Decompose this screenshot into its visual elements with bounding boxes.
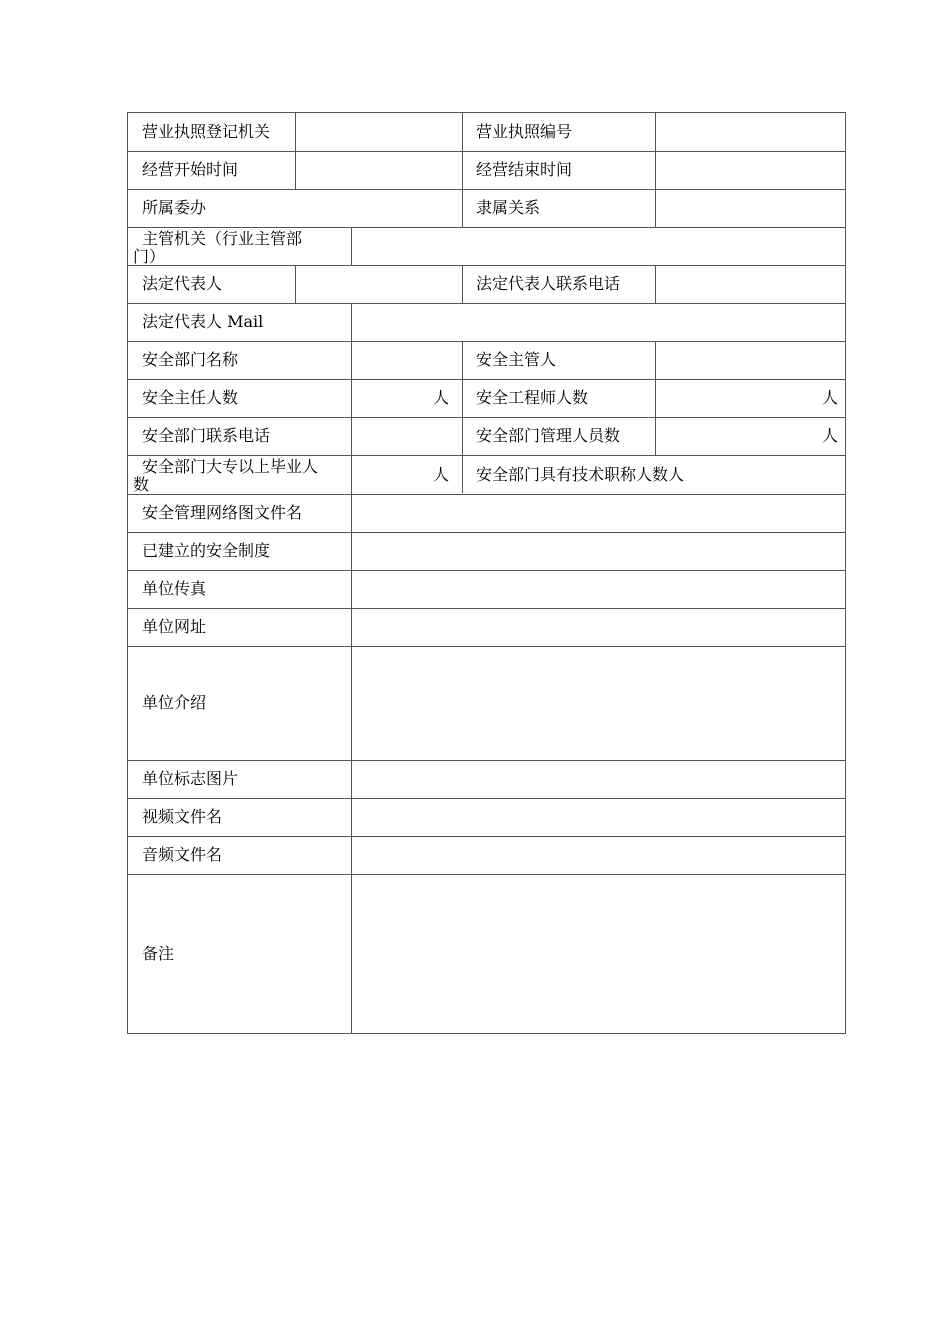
audio-field[interactable] bbox=[352, 836, 845, 874]
college-grad-count-label bbox=[133, 458, 351, 494]
supervisor-field[interactable] bbox=[352, 227, 845, 265]
license-number-field[interactable] bbox=[656, 113, 845, 151]
website-label: 单位网址 bbox=[142, 617, 207, 636]
supervisor-label-line1: 主管机关（行业主管部 bbox=[142, 229, 303, 248]
security-mgmt-count-field[interactable] bbox=[656, 417, 845, 455]
unit-person: 人 bbox=[433, 465, 450, 484]
security-engineer-count-label: 安全工程师人数 bbox=[476, 388, 589, 407]
legal-rep-phone-field[interactable] bbox=[656, 265, 845, 303]
security-engineer-count-field[interactable] bbox=[656, 379, 845, 417]
audio-label: 音频文件名 bbox=[142, 845, 223, 864]
introduction-label: 单位介绍 bbox=[142, 693, 207, 712]
college-grad-label-line2: 数 bbox=[133, 475, 150, 494]
security-dept-name-label: 安全部门名称 bbox=[142, 350, 239, 369]
end-time-field[interactable] bbox=[656, 151, 845, 189]
security-dept-phone-field[interactable] bbox=[352, 417, 462, 455]
license-authority-label: 营业执照登记机关 bbox=[142, 122, 271, 141]
security-mgmt-count-label: 安全部门管理人员数 bbox=[476, 426, 621, 445]
legal-rep-mail-label: 法定代表人 Mail bbox=[142, 312, 264, 331]
unit-person: 人 bbox=[822, 426, 839, 445]
license-authority-field[interactable] bbox=[296, 113, 462, 151]
legal-rep-field[interactable] bbox=[296, 265, 462, 303]
video-label: 视频文件名 bbox=[142, 807, 223, 826]
legal-rep-label: 法定代表人 bbox=[142, 274, 223, 293]
legal-rep-phone-label: 法定代表人联系电话 bbox=[476, 274, 621, 293]
remarks-field[interactable] bbox=[352, 874, 845, 1033]
introduction-field[interactable] bbox=[352, 646, 845, 760]
security-dept-name-field[interactable] bbox=[352, 341, 462, 379]
unit-person: 人 bbox=[822, 388, 839, 407]
committee-label: 所属委办 bbox=[142, 198, 207, 217]
affiliation-label: 隶属关系 bbox=[476, 198, 541, 217]
security-system-label: 已建立的安全制度 bbox=[142, 541, 271, 560]
website-field[interactable] bbox=[352, 608, 845, 646]
security-director-count-label: 安全主任人数 bbox=[142, 388, 239, 407]
start-time-field[interactable] bbox=[296, 151, 462, 189]
remarks-label: 备注 bbox=[142, 943, 175, 963]
network-diagram-field[interactable] bbox=[352, 494, 845, 532]
license-number-label: 营业执照编号 bbox=[476, 122, 573, 141]
network-diagram-label: 安全管理网络图文件名 bbox=[142, 503, 303, 522]
start-time-label: 经营开始时间 bbox=[142, 160, 239, 179]
legal-rep-mail-field[interactable] bbox=[352, 303, 845, 341]
logo-field[interactable] bbox=[352, 760, 845, 798]
security-dept-phone-label: 安全部门联系电话 bbox=[142, 426, 271, 445]
unit-person: 人 bbox=[433, 388, 450, 407]
end-time-label: 经营结束时间 bbox=[476, 160, 573, 179]
security-head-field[interactable] bbox=[656, 341, 845, 379]
video-field[interactable] bbox=[352, 798, 845, 836]
security-head-label: 安全主管人 bbox=[476, 350, 557, 369]
fax-field[interactable] bbox=[352, 570, 845, 608]
supervisor-label bbox=[133, 230, 351, 265]
supervisor-label-line2: 门） bbox=[133, 247, 166, 266]
unit-info-form bbox=[127, 112, 846, 1034]
fax-label: 单位传真 bbox=[142, 579, 207, 598]
tech-title-count-label: 安全部门具有技术职称人数人 bbox=[476, 464, 685, 484]
committee-field[interactable] bbox=[296, 189, 462, 227]
security-system-field[interactable] bbox=[352, 532, 845, 570]
college-grad-label-line1: 安全部门大专以上毕业人 bbox=[142, 457, 319, 476]
logo-label: 单位标志图片 bbox=[142, 769, 239, 788]
affiliation-field[interactable] bbox=[656, 189, 845, 227]
